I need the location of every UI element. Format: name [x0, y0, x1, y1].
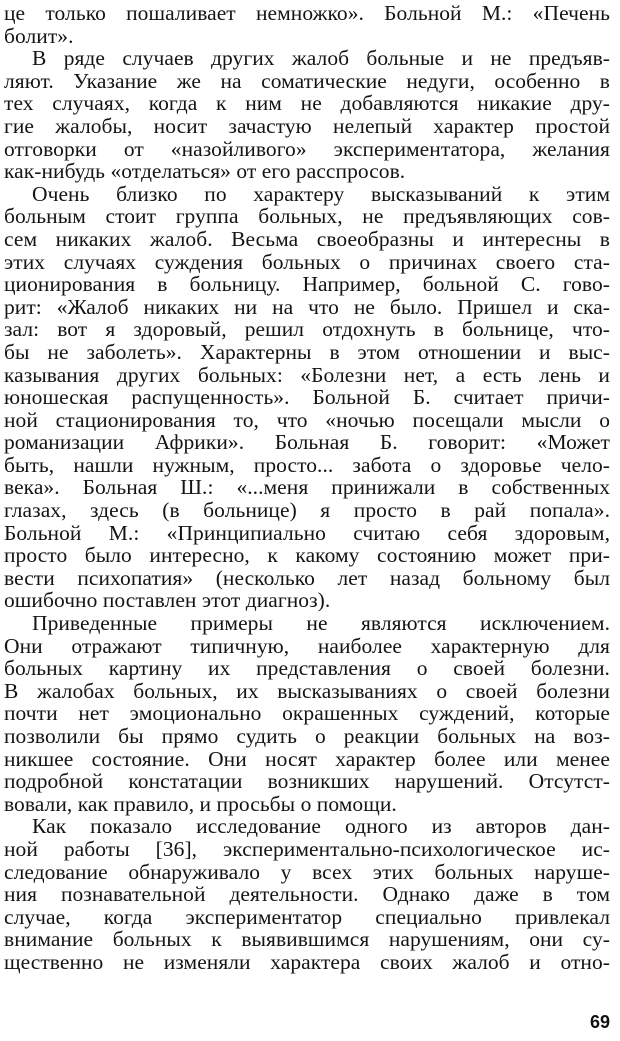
text-line: следование обнаруживало у всех этих больных наруше-	[4, 859, 610, 884]
text-line: случае, когда экспериментатор специально привлекал	[4, 904, 610, 929]
text-line: зал: вот я здоровый, решил отдохнуть в больнице, что-	[4, 317, 610, 342]
text-line: быть, нашли нужным, просто... забота о здоровье чело-	[4, 452, 610, 477]
text-line: глазах, здесь (в больнице) я просто в рай попала».	[4, 498, 610, 523]
paragraph-3	[4, 183, 614, 612]
text-line: внимание больных к выявившимся нарушениям, они су-	[4, 927, 610, 952]
text-line: романизации Африки». Больная Б. говорит: «Может	[4, 430, 610, 455]
text-line: отговорки от «назойливого» экспериментатора, желания	[4, 136, 610, 161]
text-line: ной работы [36], экспериментально-психологическое ис-	[4, 836, 610, 861]
text-line: никшее состояние. Они носят характер более или менее	[4, 746, 610, 771]
text-line: казывания других больных: «Болезни нет, а есть лень и	[4, 362, 610, 387]
text-line: ния познавательной деятельности. Однако даже в том	[4, 882, 610, 907]
text-line: В жалобах больных, их высказываниях о своей болезни	[4, 678, 610, 703]
text-line: Очень близко по характеру высказываний к этим	[32, 181, 610, 206]
text-line: больным стоит группа больных, не предъявляющих сов-	[4, 204, 610, 229]
text-line: просто было интересно, к какому состоянию может при-	[4, 543, 610, 568]
text-line: Приведенные примеры не являются исключением.	[32, 611, 610, 636]
text-line: ной стационирования то, что «ночью посещали мысли о	[4, 407, 610, 432]
text-line: це только пошаливает немножко». Больной М.: «Печень	[4, 1, 610, 25]
text-line: Как показало исследование одного из авторов дан-	[32, 814, 610, 839]
text-line: века». Больная Ш.: «...меня принижали в собственных	[4, 475, 610, 500]
text-line: вовали, как правило, и просьбы о помощи.	[4, 791, 397, 816]
text-line: болит».	[4, 23, 74, 48]
paragraph-5	[4, 815, 614, 973]
paragraph-2	[4, 47, 614, 183]
text-line: вести психопатия» (несколько лет назад больному был	[4, 565, 610, 590]
text-line: больных картину их представления о своей болезни.	[4, 656, 610, 681]
text-line: тех случаях, когда к ним не добавляются никакие дру-	[4, 91, 610, 116]
paragraph-4	[4, 612, 614, 815]
text-line: бы не заболеть». Характерны в этом отношении и выс-	[4, 339, 610, 364]
text-line: почти нет эмоционально окрашенных суждений, которые	[4, 701, 610, 726]
page-number: 69	[589, 1012, 610, 1032]
text-line: щественно не изменяли характера своих жалоб и отно-	[4, 949, 610, 974]
text-line: гие жалобы, носит зачастую нелепый характер простой	[4, 113, 610, 138]
paragraph-1	[4, 2, 614, 47]
book-page	[4, 0, 614, 1041]
text-line: ляют. Указание же на соматические недуги, особенно в	[4, 68, 610, 93]
text-line: Больной М.: «Принципиально считаю себя здоровым,	[4, 520, 610, 545]
text-line: юношеская распущенность». Больной Б. считает причи-	[4, 385, 610, 410]
text-line: рит: «Жалоб никаких ни на что не было. Пришел и ска-	[4, 294, 610, 319]
text-line: сем никаких жалоб. Весьма своеобразны и интересны в	[4, 226, 610, 251]
text-line: ционирования в больницу. Например, больной С. гово-	[4, 272, 610, 297]
text-line: позволили бы прямо судить о реакции больных на воз-	[4, 724, 610, 748]
text-line: подробной констатации возникших нарушений. Отсутст-	[4, 769, 610, 794]
text-line: В ряде случаев других жалоб больные и не предъяв-	[32, 46, 610, 71]
text-line: Они отражают типичную, наиболее характерную для	[4, 633, 610, 658]
text-line: ошибочно поставлен этот диагноз).	[4, 588, 331, 613]
text-line: как-нибудь «отделаться» от его расспросов.	[4, 159, 406, 184]
text-line: этих случаях суждения больных о причинах своего ста-	[4, 249, 610, 274]
